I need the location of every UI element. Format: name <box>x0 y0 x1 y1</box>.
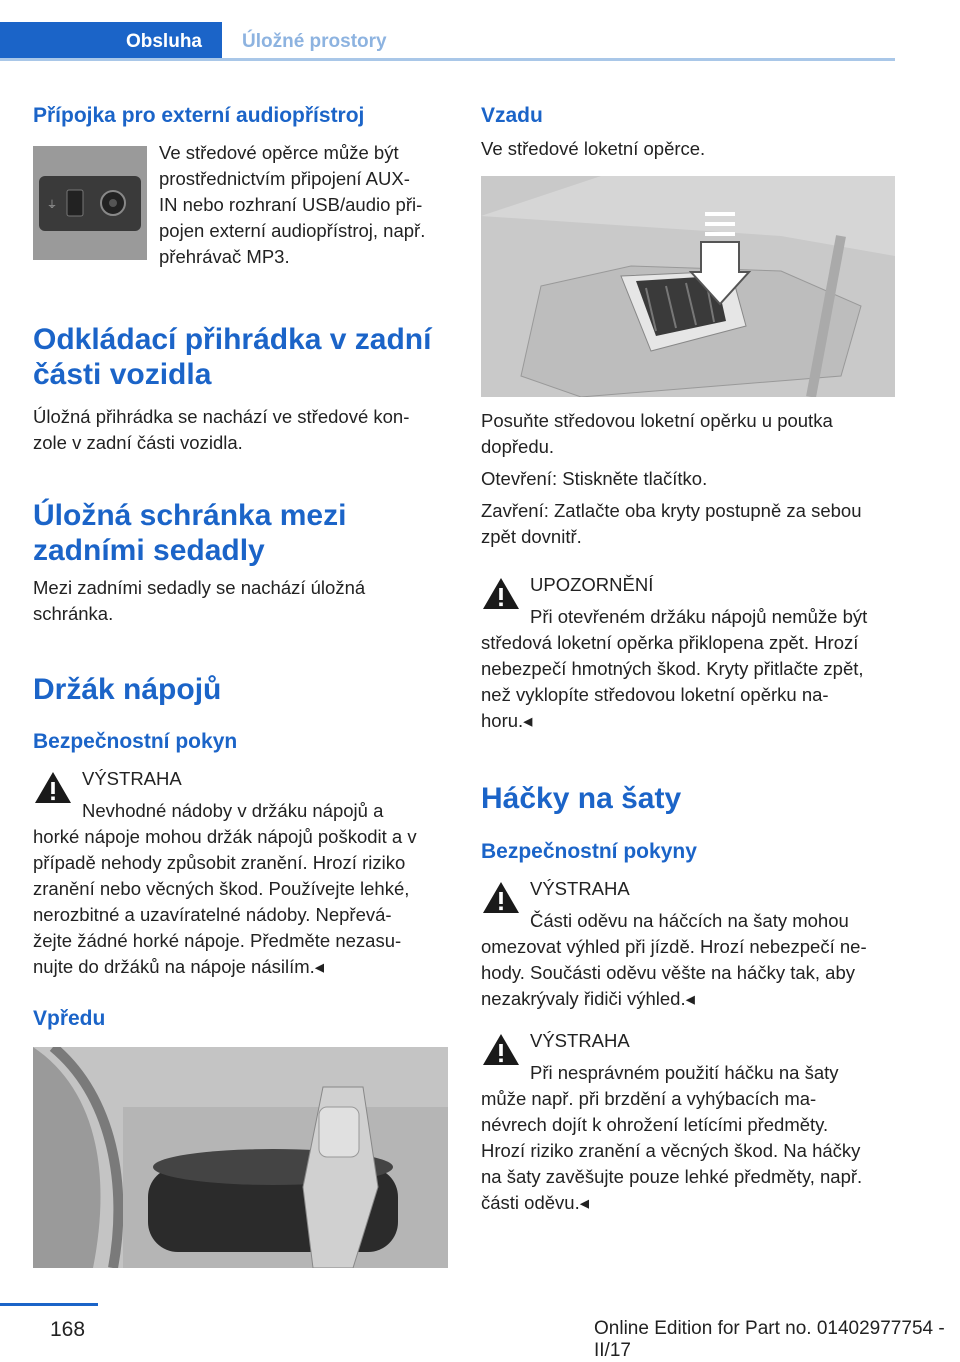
rear-text2: Otevření: Stiskněte tlačítko. <box>481 468 708 489</box>
warn2-label: VÝSTRAHA <box>530 1030 630 1051</box>
caution-label: UPOZORNĚNÍ <box>530 574 654 595</box>
warning-label: VÝSTRAHA <box>82 768 182 789</box>
rear-heading: Vzadu <box>481 104 543 127</box>
svg-text:⏚: ⏚ <box>47 200 57 211</box>
aux-text: Ve středové opěrce může být prostřednictvím připojení AUX- IN nebo rozhraní USB/audio při- pojen externí audiopřístroj, např. přehrávač MP3. <box>159 142 426 267</box>
footer-rule <box>0 1303 98 1306</box>
front-cupholder-image <box>33 1047 448 1268</box>
hooks-safety-heading: Bezpečnostní pokyny <box>481 840 697 863</box>
rear-intro: Ve středové loketní opěrce. <box>481 138 706 159</box>
warn1-text: Části oděvu na háčcích na šaty mohou omezovat výhled při jízdě. Hrozí nebezpečí ne- hody. Součásti oděvu věšte na háčky tak, aby nezakrývaly řidiči výhled.◂ <box>481 910 867 1009</box>
between-seats-text: Mezi zadními sedadly se nachází úložná schránka. <box>33 577 366 624</box>
warn2-text: Při nesprávném použití háčku na šaty může např. při brzdění a vyhýbacích ma- névrech dojít k ohrožení letícími předměty. Hrozí riziko zranění a věcných škod. Na háčky na šaty zavěšujte pouze lehké předměty, např. části oděvu.◂ <box>481 1062 863 1213</box>
cupholder-heading: Držák nápojů <box>33 673 222 706</box>
hooks-heading: Háčky na šaty <box>481 782 682 815</box>
edition-text: Online Edition for Part no. 01402977754 - II/17 <box>594 1318 945 1361</box>
page-number: 168 <box>50 1318 86 1341</box>
between-seats-heading: Úložná schránka mezi zadními sedadly <box>33 499 347 567</box>
rear-text1: Posuňte středovou loketní opěrku u poutka dopředu. <box>481 410 833 457</box>
aux-heading: Přípojka pro externí audiopřístroj <box>33 104 365 127</box>
caution-text: Při otevřeném držáku nápojů nemůže být středová loketní opěrka přiklopena zpět. Hrozí nebezpečí hmotných škod. Kryty přitlačte zpět, než vyklopíte středovou loketní opěrku na- horu.◂ <box>481 606 868 731</box>
header-rule <box>0 58 895 61</box>
tab-obsluha[interactable]: Obsluha <box>0 22 222 61</box>
rear-tray-heading: Odkládací přihrádka v zadní části vozidla <box>33 323 432 391</box>
rear-tray-text: Úložná přihrádka se nachází ve středové kon- zole v zadní části vozidla. <box>33 406 410 453</box>
warn1-label: VÝSTRAHA <box>530 878 630 899</box>
front-heading: Vpředu <box>33 1007 106 1030</box>
rear-armrest-image <box>481 176 895 397</box>
safety-heading: Bezpečnostní pokyn <box>33 730 238 753</box>
warning-text: Nevhodné nádoby v držáku nápojů a horké nápoje mohou držák nápojů poškodit a v případě nehody způsobit zranění. Hrozí riziko zranění nebo věcných škod. Používejte lehké, nerozbitné a uzavíratelné nádoby. Nepřevá- žejte žádné horké nápoje. Předměte nezasu- nujte do držáků na nápoje násilím.◂ <box>33 800 417 977</box>
rear-text3: Zavření: Zatlačte oba kryty postupně za sebou zpět dovnitř. <box>481 500 862 547</box>
tab-ulozne-prostory[interactable]: Úložné prostory <box>242 30 387 52</box>
aux-usb-image <box>33 146 147 260</box>
